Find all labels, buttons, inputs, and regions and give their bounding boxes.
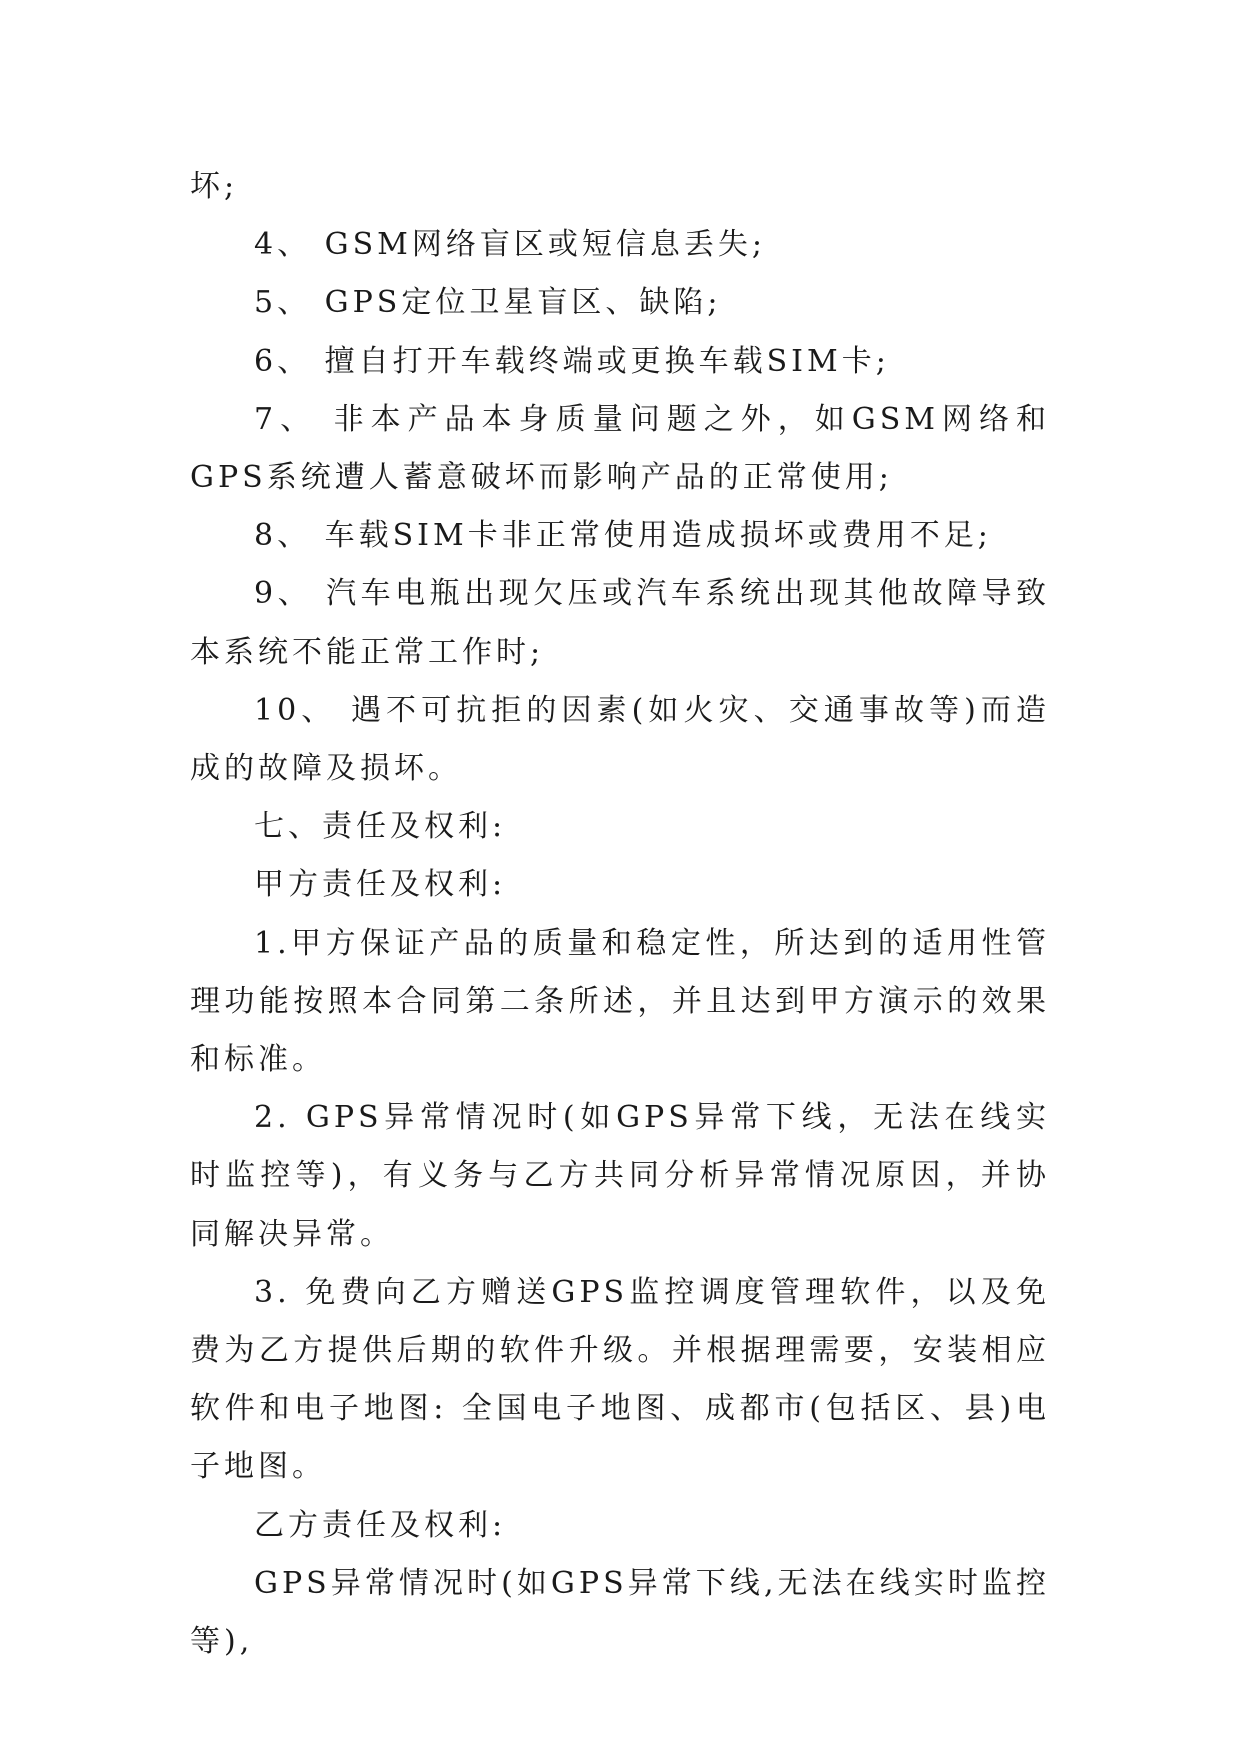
section-heading-responsibilities: 七、责任及权利: [254,809,507,845]
paragraph-8: 10、 遇不可抗拒的因素(如火灾、交通事故等)而造成的故障及损坏。 [190,692,1050,787]
subheading-party-a: 甲方责任及权利: [254,867,507,903]
paragraph-3: 5、 GPS定位卫星盲区、缺陷; [254,285,722,321]
paragraph-party-a-1: 1.甲方保证产品的质量和稳定性，所达到的适用性管理功能按照本合同第二条所述，并且达到甲方演示的效果和标准。 [190,925,1050,1078]
paragraph-party-a-3: 3. 免费向乙方赠送GPS监控调度管理软件，以及免费为乙方提供后期的软件升级。并根据理需要，安装相应软件和电子地图: 全国电子地图、成都市(包括区、县)电子地图。 [190,1274,1050,1485]
paragraph-5: 7、 非本产品本身质量问题之外，如GSM网络和GPS系统遭人蓄意破坏而影响产品的正常使用; [190,401,1050,496]
paragraph-party-a-2: 2. GPS异常情况时(如GPS异常下线，无法在线实时监控等)，有义务与乙方共同分析异常情况原因，并协同解决异常。 [190,1100,1050,1252]
paragraph-1: 坏; [190,169,239,204]
paragraph-2: 4、 GSM网络盲区或短信息丢失; [254,227,766,263]
paragraph-6: 8、 车载SIM卡非正常使用造成损坏或费用不足; [254,518,992,554]
document-body [190,158,1050,1671]
subheading-party-b: 乙方责任及权利: [254,1507,507,1543]
paragraph-7: 9、 汽车电瓶出现欠压或汽车系统出现其他故障导致本系统不能正常工作时; [190,576,1050,670]
paragraph-party-b-1: GPS异常情况时(如GPS异常下线,无法在线实时监控等), [190,1565,1050,1660]
paragraph-4: 6、 擅自打开车载终端或更换车载SIM卡; [254,343,890,379]
